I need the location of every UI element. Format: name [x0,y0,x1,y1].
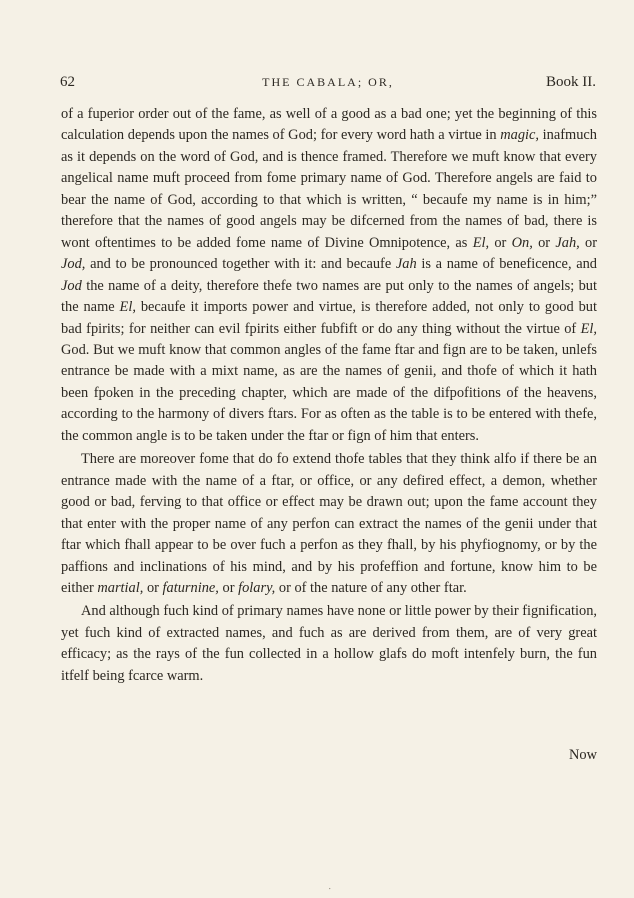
italic-text: On, [511,234,533,251]
italic-text: Jah, [555,234,580,251]
body-text [61,104,597,687]
paragraph [61,449,597,599]
italic-text: magic, [500,127,540,144]
paragraph [61,104,597,447]
text-run: or [579,234,598,251]
text-run: of a fuperior order out of the fame, as well of a good as a bad one; yet the beginning of this calculation depends upon the names of God; for every word hath a virtue in [61,106,597,144]
italic-text: Jah [395,256,417,273]
page-header [60,74,596,94]
text-run: or [143,579,163,596]
text-run: becaufe it imports power and virtue, is therefore added, not only to good but bad fpirits; for neither can evil fpirits either fubfift or do any thing without the virtue of [61,299,597,337]
italic-text: Jod, [61,256,86,273]
text-run: or of the nature of any other ftar. [275,579,467,596]
book-label: Book II. [546,74,596,90]
italic-text: Jod [61,277,82,294]
italic-text: El, [472,234,490,251]
text-run: or [532,234,556,251]
paragraph [61,601,597,687]
text-run: And although fuch kind of primary names have none or little power by their fignification, yet fuch kind of extracted names, and fuch as are derived from them, are of very great efficacy; as the rays of the fun collected in a hollow glafs do moft intenfely burn, the fun itfelf being fcarce warm. [61,603,597,684]
text-run: or [489,234,512,251]
italic-text: martial, [97,579,144,596]
italic-text: faturnine, [162,579,219,596]
text-run: God. But we muft know that common angles of the fame ftar and fign are to be taken, unlefs entrance be made with a mixt name, as are the names of genii, and thofe of which it hath been fpoken in the preceding chapter, which are made of the difpofitions of the heavens, according to the harmony of divers ftars. For as often as the table is to be entered with thefe, the common angle is to be taken under the ftar or fign of him that enters. [61,341,597,444]
text-run: inafmuch as it depends on the word of God, and is thence framed. Therefore we muft know that every angelical name muft proceed from fome primary name of God. Therefore angels are faid to bear the name of God, according to that which is written, “ becaufe my name is in him;” therefore that the names of good angels may be difcerned from the names of bad, there is wont oftentimes to be added fome name of Divine Omnipotence, as [61,127,597,251]
italic-text: El, [119,299,136,316]
page-number: 62 [60,74,75,90]
text-run: is a name of beneficence, and [416,256,597,273]
text-run: There are moreover fome that do fo extend thofe tables that they think alfo if there be an entrance made with the name of a ftar, or office, or any defired effect, a demon, whether good or bad, ferving to that office or effect may be drawn out; upon the fame account they that enter with the proper name of any perfon can extract the names of the genii under that ftar which fhall appear to be over fuch a perfon as they fhall, by his phyfiognomy, or by the paffions and inclinations of his mind, and by his profeffion and fortune, know him to be either [61,451,597,596]
text-run: and to be pronounced together with it: and becaufe [85,256,396,273]
print-speck: ⋅ [328,884,332,895]
text-run: or [218,579,239,596]
text-run: the name of a deity, therefore thefe two names are put only to the names of angels; but the name [61,277,597,316]
italic-text: El, [580,320,597,337]
catchword: Now [569,747,597,763]
italic-text: folary, [238,579,276,596]
running-title: THE CABALA; OR, [262,75,394,89]
